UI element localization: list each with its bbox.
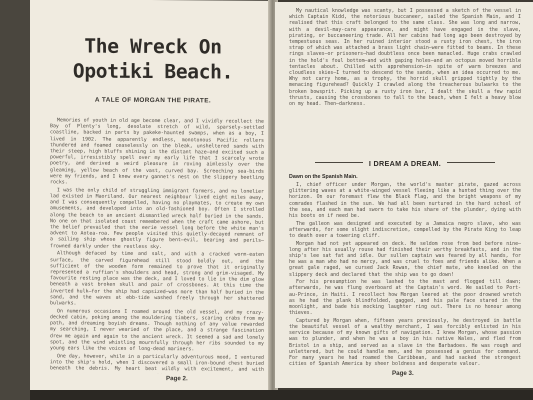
paragraph: The galleon was designed and executed by a Jamaica negro slave, who was afterwards, for some slight indiscretion, compelled by the Pirate King to leap to death over a towering cliff. (289, 220, 521, 240)
left-page-number: Page 2. (166, 375, 188, 383)
paragraph: I was the only child of struggling immigrant farmers, and no lonelier lad existed in Maoriland. Our nearest neighbour lived eight miles away, and I was consequently compelled, having no playmates, to create my own amusements, and developed into an old-fashioned boy. Often I strolled along the beach to an ancient dismantled wreck half buried in the sands. No one on that isolated coast remembered when the craft came ashore, but the belief prevailed that the eerie vessel long before the white man's advent to Aotea-roa. Few people visited this quietly-decayed remnant of a sailing ship whose ghostly figure bent—evil, bearing and perils—frowned darkly under the restless sky. (50, 187, 264, 250)
paragraph: For his presumption he was lashed to the mast and flogged till dawn; afterwards, he was flung overboard at the Captain's word. We sailed to Port-au-Prince, in Haiti. I recollect how Morgan leered at the poor drowned wretch as he had the plank blindfolded, gagged, and his pale face stared in the moonlight, and bade his mocking laughter ring out. There is no honour among thieves. (289, 279, 521, 317)
book-cover-edge (0, 0, 30, 400)
right-page (275, 2, 533, 388)
paragraph: I, chief officer under Morgan, the world's master pirate, gazed across glittering waves at a white-winged vessel fleeing like a hunted thing over the horizon. On our foremast flew the Black Flag, and the bright weapons of my comrades flashed in the sun. We had all been nurtured in the hard school of the sea, and each man had sworn to take his share of the plunder, dying with his boots on if need be. (289, 182, 521, 220)
paragraph: Memories of youth in old age become clear, and I vividly recollect the Bay of Plenty's long, desolate stretch of wild, sparsely-settled coastline, backed in parts by pakeke-haunted swamps, when as a boy, I lived in 1902. The apparently endless, monotonous Pacific rollers thundered and foamed ceaselessly on the bleak, unsheltered sands with their steep, high bluffs shining in the distant haze—and excited such a powerful, irresistibly spell over my early life that I scarcely wrote poetry, and derived a weird pleasure in roving aimlessly over the gleaming, yellow beach of the vast, curved bay. Screeching sea-birds were my friends, and I knew every gannet's nest on the slippery beetling rocks. (50, 117, 264, 186)
chapter-rule-right (447, 162, 495, 163)
story-title: The Wreck On Opotiki Beach. (72, 34, 234, 84)
paragraph: Morgan had not yet appeared on deck. He seldom rose from bed before nine—long after his usually rouse had finished their worthy breakfasts, and in the ship's lee sat fat and idle. Our sullen captain was feared by all hands, for he was a man who had no mercy, and was cruel to foes and friends alike. When a great gale raged, we cursed Jack Rowan, the chief mate, who kneeled on the slippery deck and declared that the ship was to go down! (289, 240, 521, 278)
story-subtitle: A TALE OF MORGAN THE PIRATE. (94, 96, 212, 105)
right-page-top-text (289, 8, 521, 141)
left-page-body (50, 117, 264, 373)
paragraph: On numerous occasions I roamed around the old vessel, and my crazy-decked cabin, poking among the mouldering timbers, scaring crabs from my path, and dreaming boyish dreams. Though nothing of any value rewarded my searching, I never wearied of the place, and a strange fascination drew me again and again to the ancient wreck. It seemed a sad and lonely spot, and the wind whistling mournfully through her ribs sounded to my young ears like the voices of long-dead mariners. (50, 308, 264, 353)
right-page-number: Page 3. (392, 370, 414, 377)
paragraph: Although defaced by time and salt, and with a cracked worm-eaten surface, the carved figurehead still stood boldly out, and the sufficient of the wooden form remained to prove that it originally represented a ruffian's shoulders and head, strong and grim-visaged. My favourite resting place was the deck, and I loved to lie in the dim glow beneath a vast broken skull and pair of crossbones. At this time the inverted hulk—for the ship had capsized—was more than half buried in the sand, and the waves at ebb-tide washed freely through her shattered bulwarks. (50, 250, 264, 307)
paragraph: Captured by Morgan when, fifteen years previously, he destroyed in battle the beautiful vessel of a wealthy merchant, I was forcibly enlisted in his service because of my known gifts of navigation. I knew Morgan, whose passion was to plunder, and when he was a boy in his native Wales, and fled from Bristol in a ship, and served as a slave in the Barbadoes. He was rough and unlettered, but he could handle men, and he possessed a genius for command. For many years he had roamed the Caribbean, and had sacked the strongest cities of Spanish America by sheer boldness and desperate valour. (289, 317, 521, 367)
section-heading: Dawn on the Spanish Main. (289, 174, 358, 180)
table-shadow (30, 390, 533, 400)
paragraph: One day, however, while in a particularly adventurous mood, I ventured into the ship's hold, when I discovered a small iron-bound chest buried beneath the debris. My heart beat wildly with excitement, and with (50, 353, 264, 374)
chapter-title: I DREAM A DREAM. (368, 159, 442, 168)
left-page (30, 0, 273, 393)
right-page-body (289, 182, 521, 367)
paragraph: My nautical knowledge was scanty, but I possessed a sketch of the vessel in which Captain Kidd, the notorious buccaneer, sailed the Spanish Main, and I realised that this craft belonged to the same class. She was long and narrow, with a devil-may-care appearance, and might have engaged in the slave, pirating, or buccaneering trade. All her cabins had long ago been destroyed by tempestuous seas. In her ruined interior stood a rusty iron chest, the iron strap of which was attached a brass light chain—were fitted to beams. In these rings slaves—or prisoners—had doubtless once been manacled. Huge crabs crawled in the hold's foul bottom—and with gaping holes—and an octopus moved horrible tentacles about. Chilled with apprehension—in spite of warm breezes and cloudless skies—I turned to descend to the sands, when an idea occurred to me. Why not carry home, as a trophy, the horrid skull gripped tightly by the menacing figurehead? Quickly I crawled along the treacherous bulwarks to the broken bowsprit. Picking up a rusty iron bar, I dealt the skull a few rapid thrusts, causing the crossbones to fall to the beach, when I felt a heavy blow on my head. Then—darkness. (289, 8, 521, 108)
